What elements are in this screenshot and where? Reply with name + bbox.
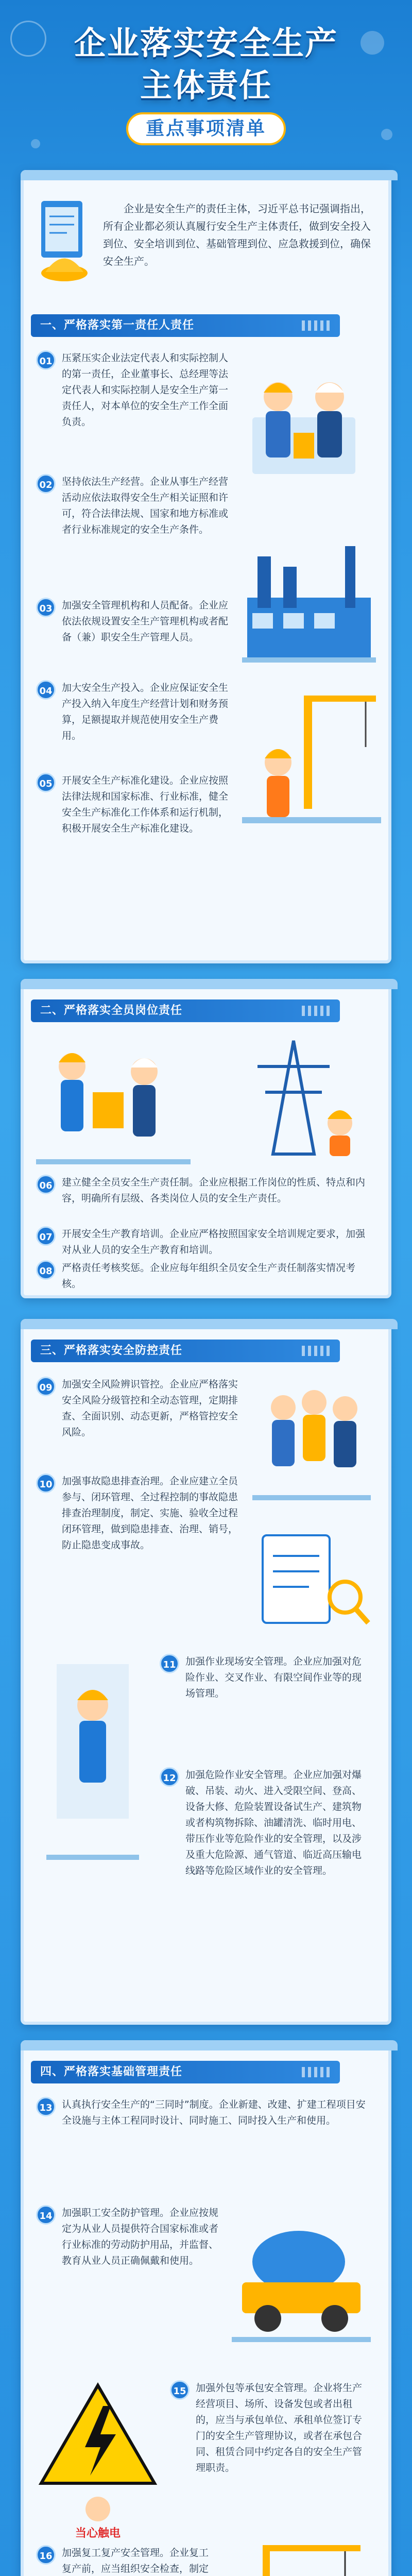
item-number: 02 (36, 474, 56, 494)
item-number: 13 (36, 2097, 56, 2116)
electric-shock-illustration (36, 2380, 160, 2535)
item-text: 开展安全生产标准化建设。企业应按照法律法规和国家标准、行业标准，健全安全生产标准化工作体系和运行机制，积极开展安全生产标准化建设。 (62, 775, 229, 834)
item-text: 加强外包等承包安全管理。企业将生产经营项目、场所、设备发包或者出租的，应当与承包单位、承租单位签订专门的安全生产管理协议，或者在承包合同、租赁合同中约定各自的安全生产管理职责。 (196, 2382, 363, 2473)
page-subtitle: 重点事项清单 (126, 112, 286, 145)
page-title-line2: 主体责任 (140, 66, 272, 104)
item-number: 09 (36, 1377, 56, 1396)
item-text: 加强复工复产安全管理。企业复工复产前，应当组织安全检查，制定 (62, 2547, 209, 2574)
item-text: 认真执行安全生产的“三同时”制度。企业新建、改建、扩建工程项目安全设施与主体工程同时设计、同时施工、同时投入生产和使用。 (62, 2099, 366, 2126)
item-number: 03 (36, 598, 56, 617)
item-number: 08 (36, 1260, 56, 1280)
section-title-4: 四、严格落实基础管理责任 (31, 2061, 340, 2083)
section-title-3: 三、严格落实安全防控责任 (31, 1340, 340, 1362)
item-text: 加强事故隐患排查治理。企业应建立全员参与、闭环管理、全过程控制的事故隐患排查治理制度，制定、实施、验收全过程闭环管理，做到隐患排查、治理、销号，防止隐患变成事故。 (62, 1476, 238, 1551)
item-number: 15 (170, 2380, 190, 2400)
item-text: 加强危险作业安全管理。企业应加强对爆破、吊装、动火、进入受限空间、登高、设备大修、危险装置设备试生产、建筑物或者构筑物拆除、油罐清洗、临时用电、带压作业等危险作业的安全管理，以及涉及重大危险源、通气管道、临近高压输电线路等危险区域作业的安全管理。 (185, 1769, 362, 1876)
page-title-line1: 企业落实安全生产 (74, 24, 338, 62)
list-item (36, 2545, 216, 2576)
item-text: 建立健全全员安全生产责任制。企业应根据工作岗位的性质、特点和内容，明确所有层级、各类岗位人员的安全生产责任。 (62, 1177, 366, 1204)
panel-header-bar (21, 1319, 398, 1329)
item-text: 加强安全管理机构和人员配备。企业应依法依规设置安全生产管理机构或者配备（兼）职安全生产管理人员。 (62, 600, 229, 643)
item-number: 06 (36, 1175, 56, 1194)
section-title-1: 一、严格落实第一责任人责任 (31, 314, 340, 337)
list-item (160, 1767, 371, 1879)
list-item (36, 1473, 242, 1553)
list-item (36, 680, 232, 744)
item-text: 加大安全生产投入。企业应保证安全生产投入纳入年度生产经营计划和财务预算，足额提取并规范使用安全生产费用。 (62, 682, 229, 741)
blueprint-illustration (36, 191, 93, 294)
list-item (36, 1377, 242, 1440)
workers-training-illustration (36, 1036, 191, 1170)
hazard-worker-illustration (36, 1649, 149, 1886)
item-number: 07 (36, 1226, 56, 1246)
factory-illustration (242, 536, 381, 670)
item-number: 01 (36, 350, 56, 370)
list-item (36, 474, 232, 538)
workers-meeting-illustration (242, 355, 381, 510)
worker-construction-illustration (242, 685, 381, 840)
item-number: 10 (36, 1473, 56, 1493)
list-item (170, 2380, 371, 2476)
item-number: 12 (160, 1767, 179, 1787)
item-number: 16 (36, 2545, 56, 2565)
section-title-2: 二、严格落实全员岗位责任 (31, 999, 340, 1022)
crane-illustration (232, 2535, 371, 2576)
decor-dot (381, 129, 392, 140)
list-item (36, 2097, 371, 2129)
list-item (36, 773, 232, 837)
hazard-sign-label: 当心触电 (75, 2527, 121, 2540)
item-text: 压紧压实企业法定代表人和实际控制人的第一责任，企业董事长、总经理等法定代表人和实际控制人是安全生产第一责任人，对本单位的安全生产工作全面负责。 (62, 352, 229, 428)
list-item (36, 1175, 366, 1207)
item-text: 加强安全风险辨识管控。企业应严格落实安全风险分级管控和全动态管理，定期排查、全面识别、动态更新，严格管控安全风险。 (62, 1379, 238, 1438)
item-text: 加强作业现场安全管理。企业应加强对危险作业、交叉作业、有限空间作业等的现场管理。 (185, 1656, 362, 1699)
item-number: 11 (160, 1654, 179, 1673)
list-item (36, 1260, 366, 1292)
inspection-illustration (252, 1520, 371, 1643)
crowd-illustration (252, 1377, 371, 1511)
item-number: 14 (36, 2205, 56, 2225)
panel-header-bar (21, 979, 398, 989)
item-number: 04 (36, 680, 56, 700)
electric-tower-illustration (216, 1036, 371, 1164)
item-text: 开展安全生产教育培训。企业应严格按照国家安全培训规定要求，加强对从业人员的安全生产教育和培训。 (62, 1228, 366, 1256)
item-text: 坚持依法生产经营。企业从事生产经营活动应依法取得安全生产相关证照和许可，符合法律法规、国家和地方标准或者行业标准规定的安全生产条件。 (62, 476, 229, 535)
panel-header-bar (21, 170, 398, 180)
item-text: 加强职工安全防护管理。企业应按规定为从业人员提供符合国家标准或者行业标准的劳动防护用品，并监督、教育从业人员正确佩戴和使用。 (62, 2207, 219, 2266)
list-item (36, 1226, 366, 1258)
list-item (36, 2205, 221, 2269)
item-text: 严格责任考核奖惩。企业应每年组织全员安全生产责任制落实情况考核。 (62, 1262, 356, 1290)
item-number: 05 (36, 773, 56, 792)
mixer-truck-illustration (232, 2205, 371, 2360)
list-item (36, 350, 232, 430)
decor-dot (31, 139, 40, 148)
panel-header-bar (21, 2040, 398, 2050)
list-item (160, 1654, 371, 1702)
intro-paragraph: 企业是安全生产的责任主体，习近平总书记强调指出，所有企业都必须认真履行安全生产主体责任，做到安全投入到位、安全培训到位、基础管理到位、应急救援到位，确保安全生产。 (103, 202, 371, 267)
list-item (36, 598, 232, 646)
